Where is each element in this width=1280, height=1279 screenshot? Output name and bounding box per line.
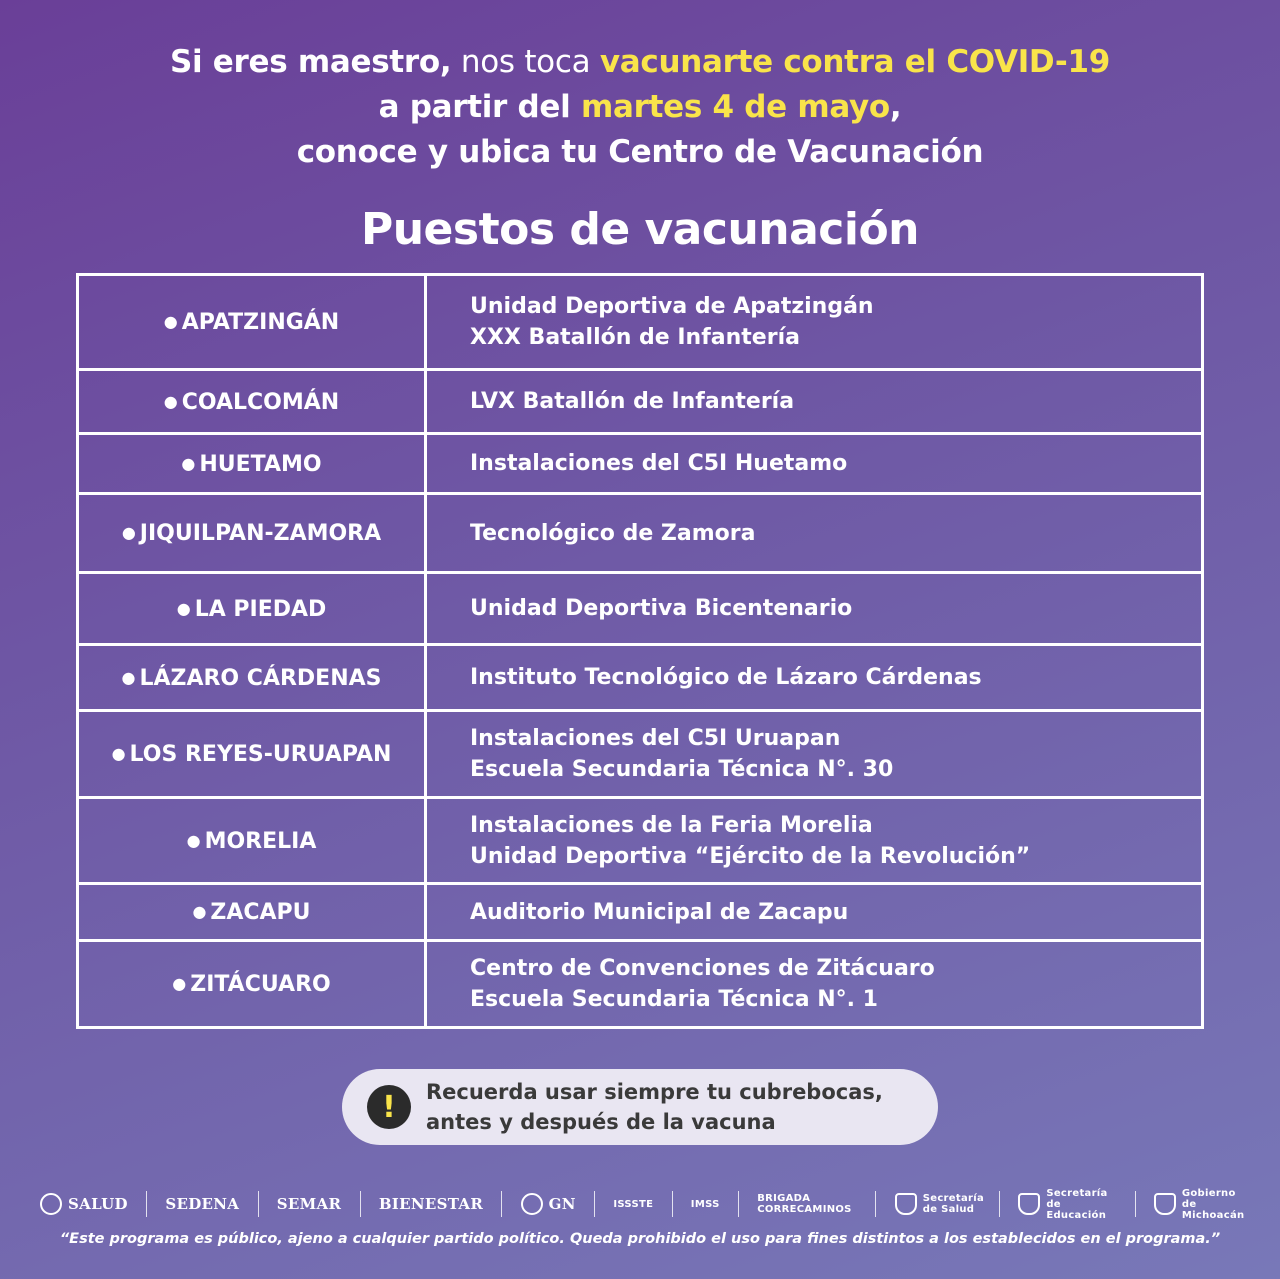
city-cell [78,645,426,711]
city-cell [78,884,426,941]
gobierno-michoacan-logo: Gobierno de Michoacán [1154,1188,1240,1221]
bienestar-logo: BIENESTAR [378,1195,484,1213]
venue-name: Centro de Convenciones de Zitácuaro [470,956,935,981]
venue-name: Instalaciones del C5I Huetamo [470,451,848,476]
city-name: HUETAMO [199,451,322,477]
city-name: JIQUILPAN-ZAMORA [139,521,382,546]
sedena-logo: SEDENA [165,1195,240,1213]
city-name: MORELIA [204,828,317,854]
divider [672,1191,673,1217]
venue-cell [426,434,1203,494]
bullet-icon: ● [163,312,178,331]
bullet-icon: ● [111,744,126,763]
headline [0,40,1280,175]
divider [1135,1191,1136,1217]
salud-logo: SALUD [40,1193,128,1215]
table-row [78,275,1203,370]
headline-line-1: Si eres maestro, nos toca vacunarte contra el COVID-19 [169,44,1111,80]
venue-name: Instituto Tecnológico de Lázaro Cárdenas [470,665,982,690]
divider [999,1191,1000,1217]
headline-line-3: conoce y ubica tu Centro de Vacunación [296,134,984,170]
city-cell [78,573,426,645]
table-row [78,494,1203,573]
section-title: Puestos de vacunación [360,204,920,255]
imss-logo: IMSS [690,1198,720,1210]
bullet-icon: ● [176,598,191,618]
reminder-line-1: Recuerda usar siempre tu cubrebocas, [426,1080,883,1104]
city-name: LÁZARO CÁRDENAS [139,665,382,691]
venue-name: Unidad Deportiva de Apatzingán [470,294,874,319]
venue-name: Unidad Deportiva Bicentenario [470,596,853,621]
table-row [78,711,1203,798]
vaccination-posts-table [76,273,1204,1029]
table-row [78,645,1203,711]
venue-cell [426,370,1203,434]
city-name: LOS REYES-URUAPAN [129,742,392,767]
city-cell [78,494,426,573]
shield-icon [1154,1193,1176,1215]
city-cell [78,434,426,494]
divider [501,1191,502,1217]
bullet-icon: ● [192,902,207,921]
shield-icon [1018,1193,1040,1215]
exclamation-icon: ! [367,1085,411,1129]
city-name: ZACAPU [210,900,311,925]
venue-name: Escuela Secundaria Técnica N°. 1 [470,987,878,1012]
venue-cell [426,941,1203,1028]
divider [594,1191,595,1217]
venue-cell [426,573,1203,645]
gn-logo: GN [521,1193,576,1215]
secretaria-educacion-logo: Secretaría de Educación [1018,1188,1116,1221]
venue-name: Auditorio Municipal de Zacapu [470,899,849,925]
venue-name: Tecnológico de Zamora [470,520,756,546]
city-cell [78,370,426,434]
bullet-icon: ● [163,391,178,411]
venue-cell [426,884,1203,941]
city-cell [78,941,426,1028]
semar-logo: SEMAR [276,1195,342,1213]
divider [146,1191,147,1217]
reminder-line-2: antes y después de la vacuna [426,1110,776,1134]
venue-cell [426,494,1203,573]
issste-logo: ISSSTE [613,1198,654,1210]
mask-reminder [342,1069,938,1145]
table-row [78,370,1203,434]
secretaria-salud-logo: Secretaría de Salud [895,1193,981,1215]
headline-line-2: a partir del martes 4 de mayo, [378,89,902,125]
venue-name: Instalaciones de la Feria Morelia [470,812,873,838]
shield-icon [895,1193,917,1215]
venue-name: Escuela Secundaria Técnica N°. 30 [470,757,894,782]
city-cell [78,798,426,884]
divider [258,1191,259,1217]
venue-cell [426,798,1203,884]
bullet-icon: ● [181,453,196,473]
divider [875,1191,876,1217]
gn-emblem-icon [521,1193,543,1215]
venue-name: Instalaciones del C5I Uruapan [470,726,841,751]
sponsor-logos [40,1186,1245,1222]
venue-name: LVX Batallón de Infantería [470,389,795,414]
city-name: APATZINGÁN [181,310,340,335]
table-row [78,884,1203,941]
table-row [78,941,1203,1028]
brigada-correcaminos-logo: BRIGADA CORRECAMINOS [757,1193,852,1215]
city-name: COALCOMÁN [181,389,340,415]
legal-disclaimer: “Este programa es público, ajeno a cualquier partido político. Queda prohibido el uso para fines distintos a los establecidos en el programa.” [59,1231,1221,1247]
divider [360,1191,361,1217]
city-cell [78,275,426,370]
city-name: LA PIEDAD [194,596,327,622]
divider [738,1191,739,1217]
bullet-icon: ● [172,974,187,993]
venue-name: XXX Batallón de Infantería [470,325,800,350]
venue-name: Unidad Deportiva “Ejército de la Revolución” [470,843,1031,869]
venue-cell [426,645,1203,711]
table-row [78,798,1203,884]
salud-emblem-icon [40,1193,62,1215]
table-row [78,573,1203,645]
table-row [78,434,1203,494]
city-cell [78,711,426,798]
bullet-icon: ● [186,830,201,850]
venue-cell [426,275,1203,370]
bullet-icon: ● [121,523,136,542]
bullet-icon: ● [121,667,136,687]
city-name: ZITÁCUARO [190,972,331,997]
venue-cell [426,711,1203,798]
